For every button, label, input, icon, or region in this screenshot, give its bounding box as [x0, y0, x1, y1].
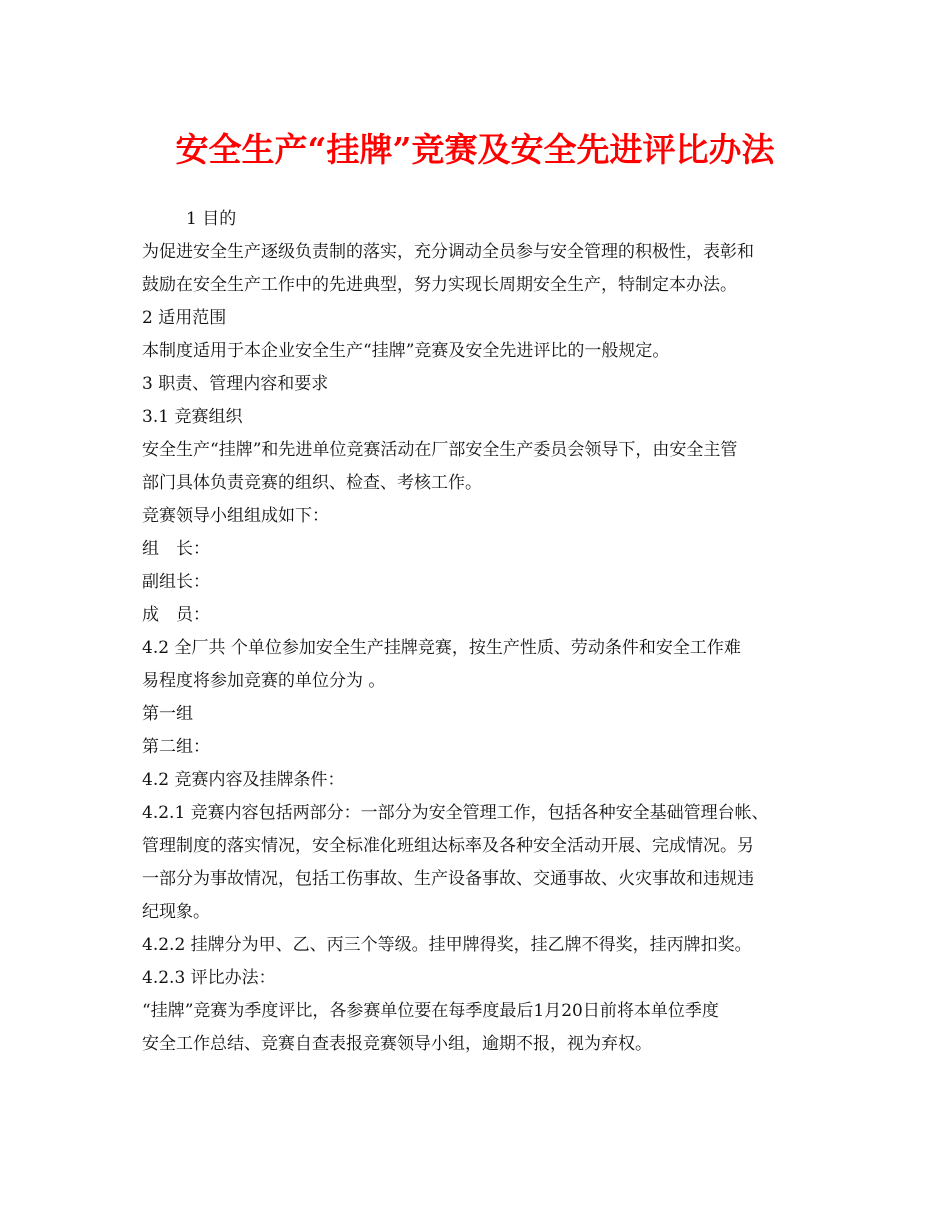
paragraph-line: “挂牌”竞赛为季度评比，各参赛单位要在每季度最后1月20日前将本单位季度: [142, 1001, 719, 1021]
paragraph-line: 管理制度的落实情况，安全标准化班组达标率及各种安全活动开展、完成情况。另: [142, 836, 754, 856]
document-title: 安全生产“挂牌”竞赛及安全先进评比办法: [175, 130, 775, 169]
paragraph-line: 部门具体负责竞赛的组织、检查、考核工作。: [142, 473, 482, 493]
paragraph-line: 一部分为事故情况，包括工伤事故、生产设备事故、交通事故、火灾事故和违规违: [142, 869, 754, 889]
paragraph-line: 安全工作总结、竞赛自查表报竞赛领导小组，逾期不报，视为弃权。: [142, 1034, 652, 1054]
paragraph-line: 为促进安全生产逐级负责制的落实，充分调动全员参与安全管理的积极性，表彰和: [142, 242, 754, 262]
paragraph-line: 易程度将参加竞赛的单位分为 。: [142, 671, 386, 691]
team-leader-line: 组 长：: [142, 539, 210, 559]
section-heading-purpose: 1 目的: [186, 209, 237, 229]
paragraph-line: 4.2.1 竞赛内容包括两部分：一部分为安全管理工作，包括各种安全基础管理台帐、: [142, 803, 769, 823]
paragraph-line: 鼓励在安全生产工作中的先进典型，努力实现长周期安全生产，特制定本办法。: [142, 275, 737, 295]
paragraph-line: 4.2 全厂共 个单位参加安全生产挂牌竞赛，按生产性质、劳动条件和安全工作难: [142, 638, 741, 658]
paragraph-line: 竞赛领导小组组成如下：: [142, 506, 329, 526]
subsection-heading: 3.1 竞赛组织: [142, 407, 243, 427]
members-line: 成 员：: [142, 605, 210, 625]
group-two-line: 第二组：: [142, 737, 210, 757]
section-heading-duties: 3 职责、管理内容和要求: [142, 374, 329, 394]
group-one-line: 第一组: [142, 704, 193, 724]
paragraph-line: 4.2.2 挂牌分为甲、乙、丙三个等级。挂甲牌得奖，挂乙牌不得奖，挂丙牌扣奖。: [142, 935, 752, 955]
deputy-leader-line: 副组长：: [142, 572, 210, 592]
paragraph-line: 纪现象。: [142, 902, 210, 922]
subsection-heading: 4.2 竞赛内容及挂牌条件：: [142, 770, 345, 790]
paragraph-line: 安全生产“挂牌”和先进单位竞赛活动在厂部安全生产委员会领导下，由安全主管: [142, 440, 738, 460]
paragraph-line: 本制度适用于本企业安全生产“挂牌”竞赛及安全先进评比的一般规定。: [142, 341, 670, 361]
document-body: [142, 203, 822, 1061]
section-heading-scope: 2 适用范围: [142, 308, 227, 328]
subsection-heading: 4.2.3 评比办法：: [142, 968, 276, 988]
